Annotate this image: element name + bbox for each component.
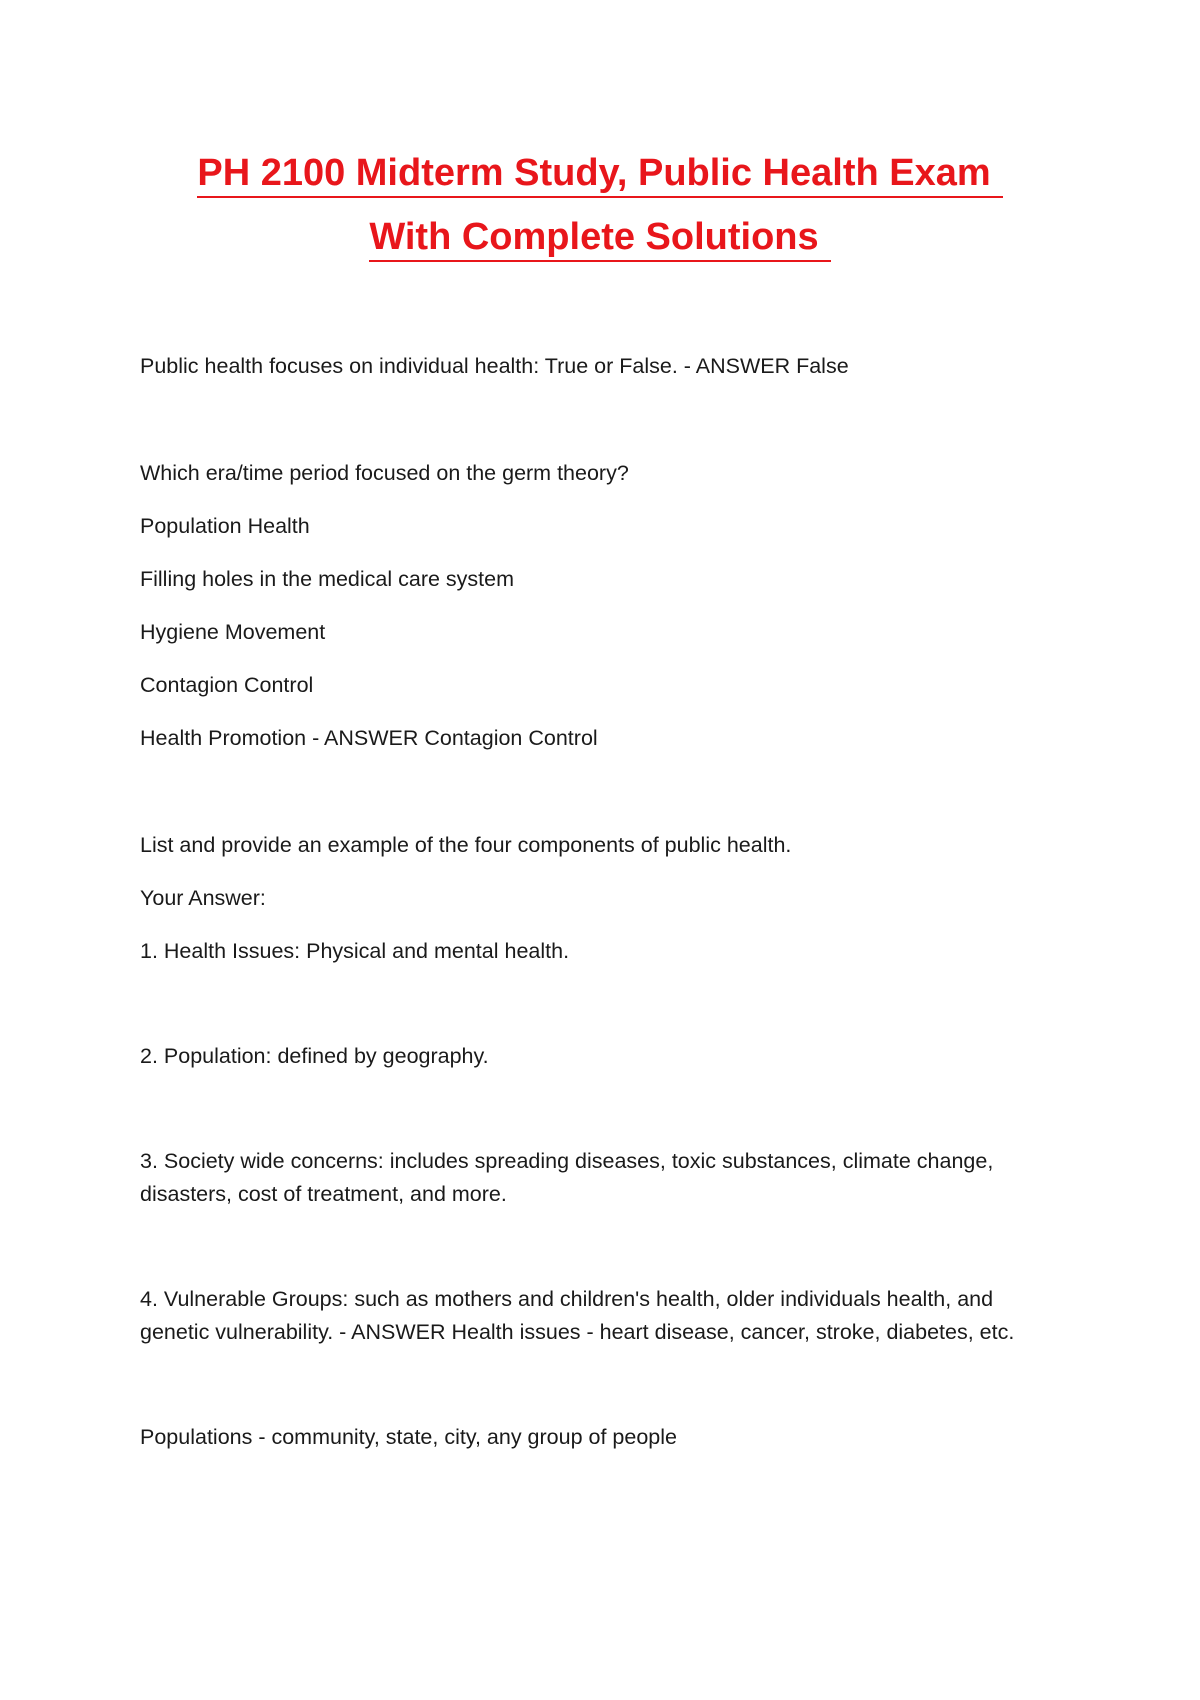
option-filling-holes: Filling holes in the medical care system <box>140 567 515 591</box>
component-4-answer: 4. Vulnerable Groups: such as mothers and children's health, older individuals health, and genetic vulnerability. - ANSWER Health issues - heart disease, cancer, stroke, diabetes, etc. <box>140 1287 1015 1344</box>
question-4: Populations - community, state, city, any group of people <box>140 1425 677 1449</box>
component-1: 1. Health Issues: Physical and mental health. <box>140 939 570 963</box>
your-answer-label: Your Answer: <box>140 886 266 910</box>
option-hygiene-movement: Hygiene Movement <box>140 620 326 644</box>
component-3: 3. Society wide concerns: includes spreading diseases, toxic substances, climate change, disasters, cost of treatment, and more. <box>140 1149 994 1206</box>
document-body <box>140 350 1060 1454</box>
question-2: Which era/time period focused on the germ theory? <box>140 461 629 485</box>
option-population-health: Population Health <box>140 514 310 538</box>
option-contagion-control: Contagion Control <box>140 673 314 697</box>
component-2: 2. Population: defined by geography. <box>140 1044 489 1068</box>
document-title <box>0 150 1200 262</box>
title-line-2: With Complete Solutions <box>369 214 830 262</box>
title-line-1: PH 2100 Midterm Study, Public Health Exam <box>197 150 1002 198</box>
option-health-promotion-answer: Health Promotion - ANSWER Contagion Control <box>140 726 598 750</box>
question-3: List and provide an example of the four components of public health. <box>140 833 792 857</box>
question-1: Public health focuses on individual health: True or False. - ANSWER False <box>140 354 849 378</box>
